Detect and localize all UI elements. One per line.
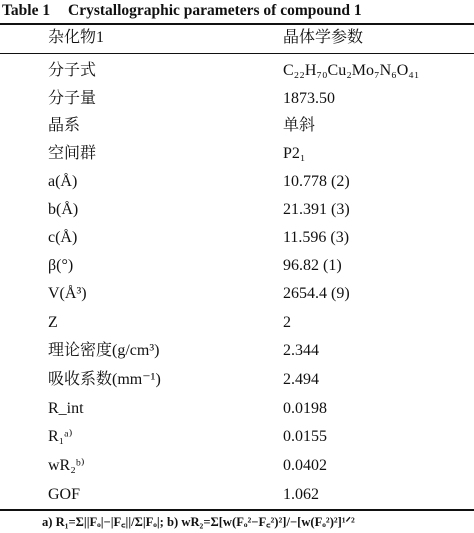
row-label-rint: R_int (48, 400, 84, 417)
row-value-absorption: 2.494 (283, 371, 319, 388)
row-label-molecular-weight: 分子量 (48, 90, 97, 107)
row-value-density: 2.344 (283, 342, 319, 359)
row-value-volume: 2654.4 (9) (283, 285, 350, 302)
row-value-r1: 0.0155 (283, 428, 327, 445)
row-label-density: 理论密度(g/cm³) (48, 342, 160, 359)
row-value-rint: 0.0198 (283, 400, 327, 417)
bottom-rule (0, 509, 474, 511)
row-label-c: c(Å) (48, 229, 78, 246)
row-label-wr2: wR₂ᵇ⁾ (48, 457, 85, 474)
row-label-b: b(Å) (48, 201, 79, 218)
row-label-formula: 分子式 (48, 62, 97, 79)
row-label-beta: β(°) (48, 257, 74, 274)
row-label-z: Z (48, 314, 58, 331)
row-value-a: 10.778 (2) (283, 173, 350, 190)
row-value-crystal-system: 单斜 (283, 117, 316, 134)
row-value-formula: C₂₂H₇₀Cu₂Mo₇N₆O₄₁ (283, 62, 420, 79)
row-value-b: 21.391 (3) (283, 201, 350, 218)
row-label-a: a(Å) (48, 173, 78, 190)
row-value-c: 11.596 (3) (283, 229, 350, 246)
header-rule (0, 53, 474, 54)
row-value-molecular-weight: 1873.50 (283, 90, 335, 107)
table-footnote: a) R₁=Σ||Fₒ|−|F꜀||/Σ|Fₒ|; b) wR₂=Σ[w(Fₒ²−F꜀²)²]/−[w(Fₒ²)²]¹ᐟ² (42, 515, 355, 529)
row-value-z: 2 (283, 314, 291, 331)
row-label-absorption: 吸收系数(mm⁻¹) (48, 371, 161, 388)
row-label-volume: V(Å³) (48, 285, 87, 302)
table-title: Crystallographic parameters of compound 1 (68, 2, 362, 19)
row-label-r1: R₁ᵃ⁾ (48, 428, 73, 445)
header-col-crystal-params: 晶体学参数 (283, 29, 364, 46)
row-value-wr2: 0.0402 (283, 457, 327, 474)
row-label-space-group: 空间群 (48, 145, 97, 162)
row-label-gof: GOF (48, 486, 81, 503)
header-col-hybrid: 杂化物1 (48, 29, 105, 46)
row-label-crystal-system: 晶系 (48, 117, 81, 134)
row-value-space-group: P2₁ (283, 145, 306, 162)
row-value-gof: 1.062 (283, 486, 319, 503)
table-label: Table 1 (2, 2, 51, 19)
row-value-beta: 96.82 (1) (283, 257, 342, 274)
